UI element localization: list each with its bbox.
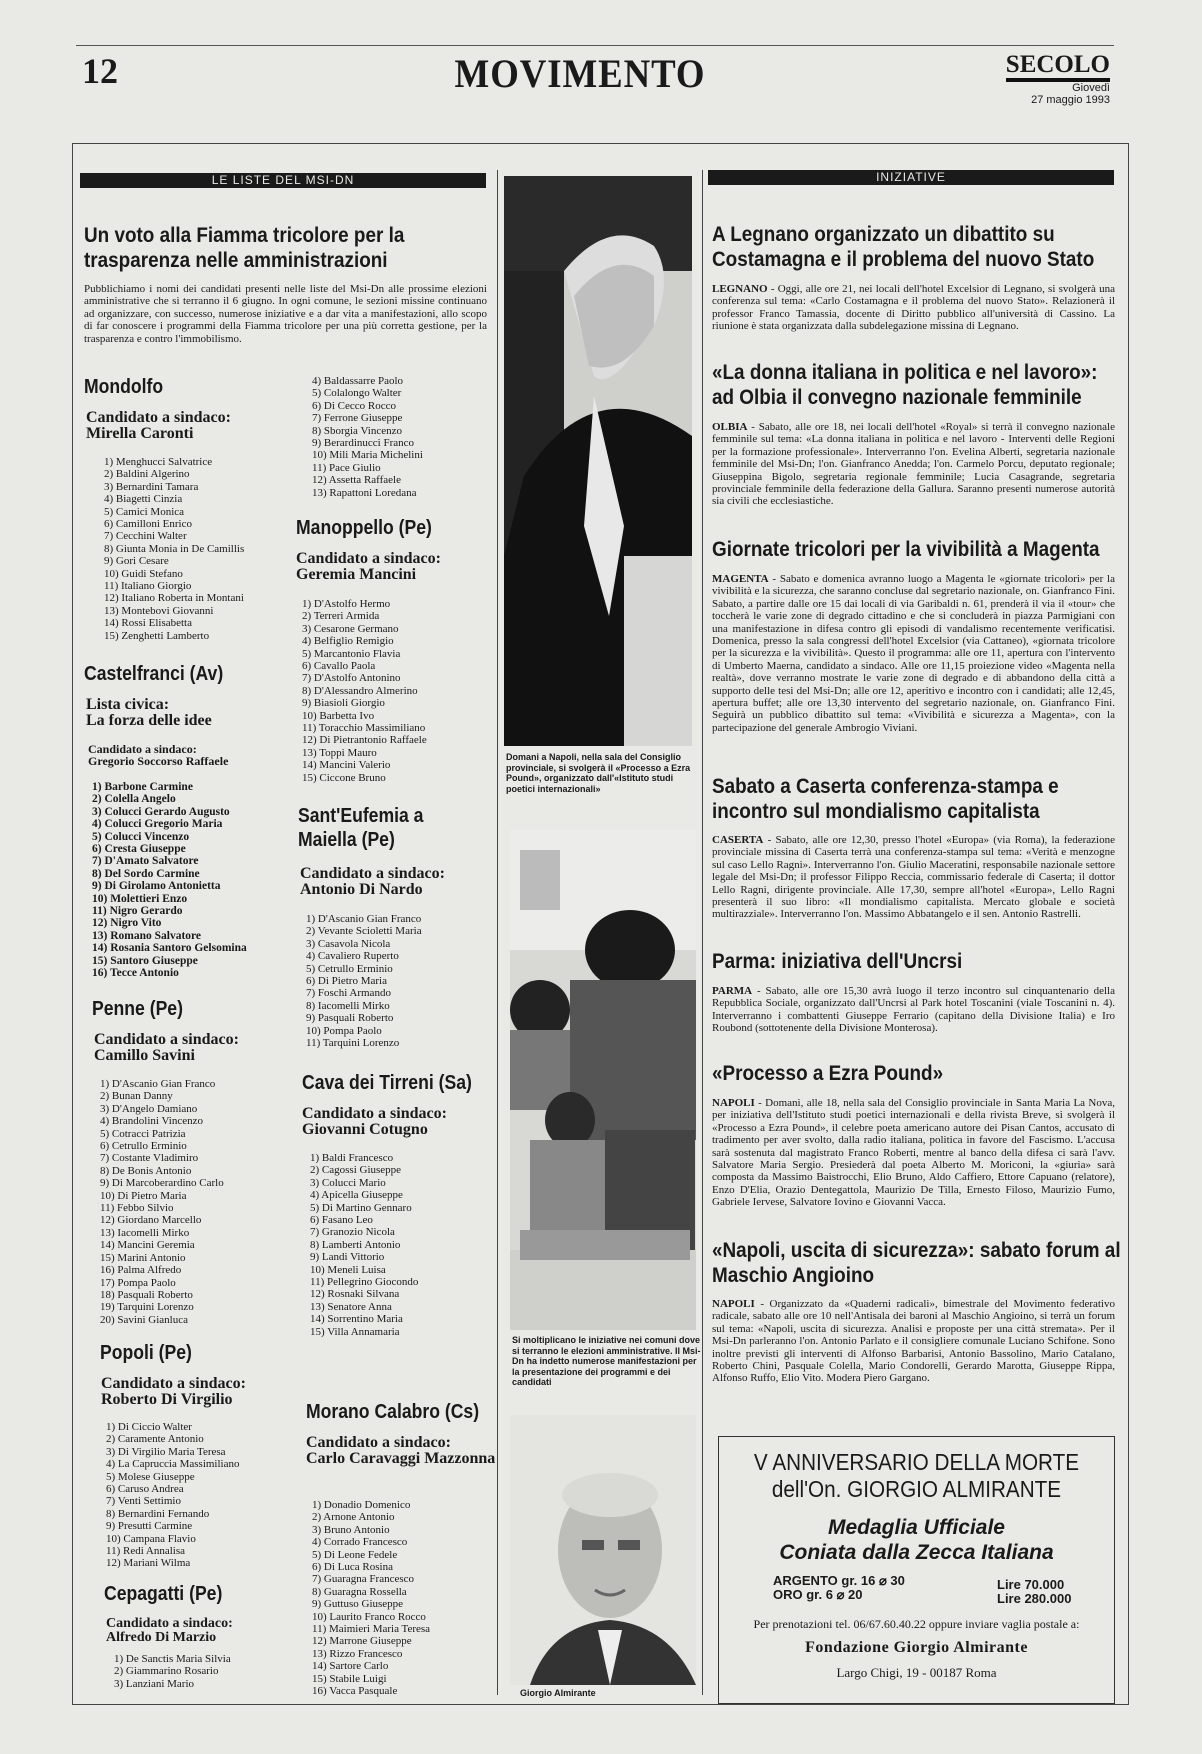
list-item: 11) Febbo Silvio: [100, 1202, 174, 1215]
list-item: 10) Campana Flavio: [106, 1532, 196, 1545]
list-item: 8) Giunta Monia in De Camillis: [104, 542, 245, 555]
article-body: - Sabato e domenica avranno luogo a Magenta le «giornate tricolori» per la vivibilità e la sicurezza, che saranno concluse dal segretario nazionale, on. Gianfranco Fini. Sabato, a partire dalle ore 15 dai locali di via Garibaldi n. 61, prenderà il via il «tour» che toccherà le varie zone di degrado cittadino e che si concluderà in piazza Parmigiani con una manifestazione in difesa contro gli episodi di vandalismo recentemente verificatisi. Domenica, presso la sala congressi dell'hotel Excelsior (via Cattaneo), «giornata tricolore per la sicurezza e la vivibilità». Questo il programma: alle ore 11, apertura con l'intervento di Umberto Maerna, candidato a sindaco. Alle ore 11,15 proiezione video «Magenta nella realtà», dove verranno mostrate le varie zone di degrado e di abbandono della città a supporto delle tesi del Msi-Dn; alle ore 12, aperitivo e incontro con i candidati; alle 12,45, apertura buffet; alle ore 13,30 intervento del segretario nazionale, on. Gianfranco Fini. Seguirà un pubblico dibattito sul tema: «Vivibilità e sicurezza a Magenta», con la partecipazione del generale Ambrogio Viviani.: [712, 573, 1115, 734]
candidate-label: Candidato a sindaco:: [302, 1105, 447, 1122]
list-item: 12) Di Pietrantonio Raffaele: [302, 734, 427, 747]
candidate-label: Candidato a sindaco:: [88, 742, 197, 756]
town-cepagatti: Cepagatti (Pe): [104, 1583, 223, 1605]
headline-liste: Un voto alla Fiamma tricolore per la trasparenza nelle amministrazioni: [84, 224, 405, 272]
town-castelfranci: Castelfranci (Av): [84, 663, 224, 685]
list-item: 8) Bernardini Fernando: [106, 1507, 210, 1520]
candidate-name: Geremia Mancini: [296, 566, 417, 583]
logo-text: SECOLO: [1006, 52, 1110, 82]
list-item: 2) Vevante Scioletti Maria: [306, 925, 422, 938]
list-item: 17) Pompa Paolo: [100, 1276, 176, 1289]
photo-caption-3: Giorgio Almirante: [520, 1688, 596, 1698]
list-item: 18) Pasquali Roberto: [100, 1288, 193, 1301]
list-item: 9) Biasioli Giorgio: [302, 697, 385, 710]
article-body: - Sabato, alle ore 18, nei locali dell'hotel «Royal» si terrà il convegno nazionale femminile sul tema: «La donna italiana in politica e nel lavoro - Interventi delle Regioni per la formazione professionale». Interverranno l'on. Evelina Alberti, segretaria nazionale femminile del Msi-Dn; l'on. Gianfranco Anedda; l'on. Carmelo Porcu, deputato regionale; Giuseppina Bigolo, segretaria regionale femminile; Lucia Casagrande, segretaria provinciale femminile della federazione della Gallura. Saranno presenti numerose autorità sia civili che ecclesiastiche.: [712, 421, 1115, 508]
list-item: 1) D'Ascanio Gian Franco: [306, 913, 422, 925]
dateline: CASERTA: [712, 834, 764, 846]
dateline: OLBIA: [712, 421, 748, 433]
ad-argento: ARGENTO gr. 16 ⌀ 30: [773, 1573, 905, 1588]
candidate-list: [92, 781, 247, 980]
list-item: 11) Tarquini Lorenzo: [306, 1037, 400, 1050]
list-item: 7) Foschi Armando: [306, 987, 391, 1000]
list-item: 14) Sartore Carlo: [312, 1660, 389, 1673]
list-item: 13) Iacomelli Mirko: [100, 1226, 190, 1239]
town-penne: Penne (Pe): [92, 998, 183, 1020]
list-item: 14) Rossi Elisabetta: [104, 617, 192, 630]
lista-label: Lista civica:: [86, 696, 170, 713]
candidate-label: Candidato a sindaco:: [86, 409, 231, 426]
list-item: 5) Molese Giuseppe: [106, 1470, 195, 1483]
list-item: 3) D'Angelo Damiano: [100, 1102, 198, 1115]
list-item: 19) Tarquini Lorenzo: [100, 1301, 194, 1314]
dateline: NAPOLI: [712, 1097, 755, 1109]
article-body: - Domani, alle 18, nella sala del Consiglio provinciale in Santa Maria La Nova, per iniziativa dell'Istituto studi poetici internazionali e della rivista Breve, si svolgerà il «Processo a Ezra Pound», il celebre poeta americano autore dei Pisan Cantos, accusato di tradimento per aver svolto, dalla radio italiana, politica in favore del Fascismo. L'accusa sarà sostenuta dal magistrato Franco Roberti, mentre al banco della difesa ci sarà l'avv. Salvatore Maria Sergio. Presiederà dal poeta Alberto M. Moriconi, la «giuria» sarà composta da Massimo Baistrocchi, Elio Bruno, Aldo Caffiero, Ettore Capuano (relatore), Enzo D'Elia, Orazio Dentegattola, Maurizio De Tilla, Ernesto Filoso, Maurizio Fumo, Gabriele Iervese, Salvatore Iovino e Giovanni Vacca.: [712, 1097, 1115, 1209]
list-item: 13) Rapattoni Loredana: [312, 486, 417, 499]
photo-almirante: [510, 1415, 696, 1685]
article-body: - Sabato, alle ore 12,30, presso l'hotel «Europa» (via Roma), la federazione provinciale missina di Caserta terrà una conferenza-stampa sul tema: «Verità e menzogne sul caso Lello Ragni». Interverranno l'on. Giulio Maceratini, responsabile nazionale settore legale del Msi-Dn; il professor Filippo Reccia, commissario federale di Caserta; il dottor Lello Ragni, dirigente provinciale. Alle 17,30, sempre all'hotel «Europa», Lello Ragni presenterà il suo libro: «Il mondialismo capitalista. Mercato globale e società multirazziale». Interverranno l'on. Massimo Abbatangelo e il sen. Antonio Rastrelli.: [712, 834, 1115, 921]
candidate-list: [310, 1152, 418, 1338]
list-item: 7) Venti Settimio: [106, 1495, 181, 1508]
list-item: 15) Marini Antonio: [100, 1251, 186, 1264]
headline-caserta: Sabato a Caserta conferenza-stampa e incontro sul mondialismo capitalista: [712, 775, 1059, 823]
candidate-name: Antonio Di Nardo: [300, 881, 423, 898]
candidate-label: Candidato a sindaco:: [300, 865, 445, 882]
photo-graphic: [510, 830, 696, 1330]
headline-magenta: Giornate tricolori per la vivibilità a Magenta: [712, 538, 1100, 561]
photo-caption-2: Si moltiplicano le iniziative nei comuni dove si terranno le elezioni amministrative. Il Msi-Dn ha indetto numerose manifestazioni per la presentazione dei programmi e dei candidati: [512, 1335, 701, 1387]
list-item: 5) Cotracci Patrizia: [100, 1127, 186, 1140]
list-item: 13) Senatore Anna: [310, 1300, 392, 1313]
photo-meeting: [510, 830, 696, 1330]
list-item: 3) Colucci Mario: [310, 1176, 386, 1189]
ad-oro: ORO gr. 6 ⌀ 20: [773, 1587, 863, 1602]
list-item: 4) Brandolini Vincenzo: [100, 1115, 204, 1128]
list-item: 7) D'Amato Salvatore: [92, 855, 199, 868]
candidate-label: Candidato a sindaco:: [106, 1616, 233, 1631]
list-item: 1) De Sanctis Maria Silvia: [114, 1653, 231, 1665]
list-item: 9) Berardinucci Franco: [312, 437, 415, 450]
candidate-label: Candidato a sindaco:: [306, 1434, 451, 1451]
list-item: 8) Iacomelli Mirko: [306, 999, 390, 1012]
candidate-name: Mirella Caronti: [86, 425, 194, 442]
dateline: LEGNANO: [712, 283, 768, 295]
article-napoli: [712, 1298, 1115, 1404]
list-item: 8) D'Alessandro Almerino: [302, 684, 418, 697]
list-item: 10) Molettieri Enzo: [92, 892, 188, 905]
headline-parma: Parma: iniziativa dell'Uncrsi: [712, 950, 963, 973]
candidate-list: [114, 1653, 231, 1690]
list-item: 15) Stabile Luigi: [312, 1672, 387, 1685]
list-item: 12) Rosnaki Silvana: [310, 1288, 400, 1301]
dateline: MAGENTA: [712, 573, 769, 585]
list-item: 11) Pace Giulio: [312, 461, 381, 474]
list-item: 10) Di Pietro Maria: [100, 1189, 187, 1202]
candidate-name: Carlo Caravaggi Mazzonna: [306, 1450, 496, 1467]
list-item: 11) Pellegrino Giocondo: [310, 1276, 419, 1289]
list-item: 7) Granozio Nicola: [310, 1226, 395, 1239]
candidate-name: Gregorio Soccorso Raffaele: [88, 754, 229, 768]
list-item: 6) Caruso Andrea: [106, 1483, 184, 1496]
town-morano: Morano Calabro (Cs): [306, 1401, 480, 1423]
candidate-list: [312, 1499, 430, 1698]
list-item: 3) Lanziani Mario: [114, 1677, 195, 1690]
list-item: 9) Presutti Carmine: [106, 1520, 193, 1533]
list-item: 12) Marrone Giuseppe: [312, 1635, 412, 1648]
candidate-list-continued: [312, 375, 423, 499]
list-item: 10) Barbetta Ivo: [302, 709, 375, 722]
list-item: 16) Tecce Antonio: [92, 967, 179, 980]
list-item: 2) Caramente Antonio: [106, 1433, 204, 1446]
list-item: 4) Belfiglio Remigio: [302, 635, 394, 648]
article-magenta: [712, 573, 1115, 763]
list-item: 7) Cecchini Walter: [104, 530, 187, 543]
section-title: MOVIMENTO: [454, 51, 706, 96]
list-item: 11) Redi Annalisa: [106, 1545, 186, 1558]
article-body: - Oggi, alle ore 21, nei locali dell'hotel Excelsior di Legnano, si svolgerà una conferenza sul tema: «Carlo Costamagna e il problema del nuovo Stato». Relazionerà il professor Franco Tamassia, docente di Diritto pubblico all'università di Cassino. La riunione è stata organizzata dalla subdelegazione missina di Legnano.: [712, 283, 1115, 333]
list-item: 4) Biagetti Cinzia: [104, 493, 183, 506]
headline-legnano: A Legnano organizzato un dibattito su Costamagna e il problema del nuovo Stato: [712, 223, 1095, 271]
headline-napoli: «Napoli, uscita di sicurezza»: sabato forum al Maschio Angioino: [712, 1239, 1121, 1287]
list-item: 20) Savini Gianluca: [100, 1313, 188, 1326]
list-item: 2) Cagossi Giuseppe: [310, 1164, 402, 1177]
list-item: 9) Di Marcoberardino Carlo: [100, 1177, 224, 1190]
list-item: 9) Pasquali Roberto: [306, 1012, 394, 1025]
list-item: 6) Cresta Giuseppe: [92, 843, 186, 856]
article-caserta: [712, 834, 1115, 937]
list-item: 14) Rosania Santoro Gelsomina: [92, 942, 247, 955]
list-item: 12) Mariani Wilma: [106, 1557, 191, 1570]
list-item: 13) Montebovi Giovanni: [104, 604, 214, 617]
header-rule: [76, 45, 1114, 46]
ad-address: Largo Chigi, 19 - 00187 Roma: [836, 1665, 997, 1680]
list-item: 1) D'Astolfo Hermo: [302, 598, 391, 610]
candidate-list: [306, 913, 422, 1049]
list-item: 12) Italiano Roberta in Montani: [104, 592, 244, 605]
page-number: 12: [82, 51, 118, 91]
list-item: 8) Lamberti Antonio: [310, 1238, 401, 1251]
ad-title-line2: dell'On. GIORGIO ALMIRANTE: [771, 1476, 1062, 1502]
ad-foundation: Fondazione Giorgio Almirante: [805, 1639, 1028, 1656]
town-manoppello: Manoppello (Pe): [296, 517, 432, 539]
list-item: 6) Fasano Leo: [310, 1214, 373, 1227]
ad-price-argento: Lire 70.000: [997, 1577, 1065, 1592]
ad-title-line1: V ANNIVERSARIO DELLA MORTE: [753, 1449, 1080, 1475]
list-item: 1) Di Ciccio Walter: [106, 1421, 192, 1433]
list-item: 8) Del Sordo Carmine: [92, 867, 200, 880]
list-item: 11) Toracchio Massimiliano: [302, 722, 426, 735]
ad-medal: Medaglia Ufficiale: [827, 1516, 1005, 1539]
list-item: 3) Di Virgilio Maria Teresa: [106, 1445, 226, 1458]
list-item: 13) Romano Salvatore: [92, 929, 202, 942]
list-item: 1) Menghucci Salvatrice: [104, 456, 213, 468]
list-item: 2) Giammarino Rosario: [114, 1665, 219, 1678]
list-item: 2) Terreri Armida: [302, 610, 380, 623]
list-item: 8) Guaragna Rossella: [312, 1585, 407, 1598]
list-item: 6) Camilloni Enrico: [104, 518, 192, 531]
list-item: 11) Italiano Giorgio: [104, 580, 192, 593]
candidate-name: Roberto Di Virgilio: [101, 1391, 233, 1408]
list-item: 4) Apicella Giuseppe: [310, 1189, 403, 1202]
list-item: 1) Barbone Carmine: [92, 781, 193, 793]
list-item: 12) Nigro Vito: [92, 917, 162, 930]
list-item: 16) Vacca Pasquale: [312, 1685, 398, 1698]
article-olbia: [712, 421, 1115, 524]
dateline: NAPOLI: [712, 1298, 755, 1310]
list-item: 5) Di Martino Gennaro: [310, 1201, 412, 1214]
list-item: 9) Gori Cesare: [104, 555, 169, 568]
list-item: 12) Assetta Raffaele: [312, 474, 401, 487]
list-item: 10) Laurito Franco Rocco: [312, 1610, 426, 1623]
list-item: 4) Baldassarre Paolo: [312, 375, 404, 387]
ad-booking: Per prenotazioni tel. 06/67.60.40.22 oppure inviare vaglia postale a:: [753, 1617, 1080, 1631]
list-item: 4) Colucci Gregorio Maria: [92, 818, 223, 831]
list-item: 5) Marcantonio Flavia: [302, 647, 401, 660]
section-label-liste: LE LISTE DEL MSI-DN: [80, 173, 486, 188]
list-item: 5) Cetrullo Erminio: [306, 962, 393, 975]
list-item: 9) Landi Vittorio: [310, 1251, 385, 1264]
article-parma: [712, 985, 1115, 1047]
candidate-name: Giovanni Cotugno: [302, 1121, 428, 1138]
town-santeufemia: Sant'Eufemia a Maiella (Pe): [298, 805, 424, 851]
list-item: 4) La Capruccia Massimiliano: [106, 1458, 240, 1471]
advertisement-medal: [718, 1436, 1115, 1704]
list-item: 7) Costante Vladimiro: [100, 1152, 199, 1165]
list-item: 9) Di Girolamo Antonietta: [92, 880, 221, 893]
list-item: 10) Pompa Paolo: [306, 1024, 382, 1037]
column-rule: [702, 170, 703, 1695]
issue-date: 27 maggio 1993: [1031, 94, 1110, 106]
town-cava: Cava dei Tirreni (Sa): [302, 1072, 472, 1094]
list-item: 10) Meneli Luisa: [310, 1263, 386, 1276]
headline-pound: «Processo a Ezra Pound»: [712, 1062, 944, 1085]
candidate-label: Candidato a sindaco:: [94, 1031, 239, 1048]
section-label-iniziative: INIZIATIVE: [708, 170, 1114, 185]
list-item: 4) Corrado Francesco: [312, 1536, 408, 1549]
candidate-label: Candidato a sindaco:: [101, 1375, 246, 1392]
candidate-list: [104, 456, 244, 642]
list-item: 15) Ciccone Bruno: [302, 771, 386, 784]
photo-caption-1: Domani a Napoli, nella sala del Consiglio provinciale, si svolgerà il «Processo a Ezra Pound», organizzato dall'«Istituto studi poetici internazionali»: [506, 752, 691, 794]
list-item: 8) Sborgia Vincenzo: [312, 424, 402, 437]
list-item: 3) Casavola Nicola: [306, 937, 391, 950]
list-item: 14) Mancini Geremia: [100, 1239, 195, 1252]
list-item: 5) Di Leone Fedele: [312, 1548, 398, 1561]
list-item: 10) Guidi Stefano: [104, 567, 183, 580]
list-item: 16) Palma Alfredo: [100, 1264, 182, 1277]
dateline: PARMA: [712, 985, 753, 997]
list-item: 6) Di Luca Rosina: [312, 1561, 393, 1574]
list-item: 2) Arnone Antonio: [312, 1511, 395, 1524]
list-item: 2) Colella Angelo: [92, 793, 176, 806]
article-legnano: [712, 283, 1115, 349]
list-item: 1) Baldi Francesco: [310, 1152, 394, 1164]
list-item: 14) Sorrentino Maria: [310, 1313, 403, 1326]
photo-graphic: [504, 176, 692, 746]
list-item: 5) Colucci Vincenzo: [92, 830, 190, 843]
list-item: 11) Maimieri Maria Teresa: [312, 1623, 431, 1636]
candidate-list: [106, 1421, 240, 1570]
list-item: 7) Guaragna Francesco: [312, 1573, 415, 1586]
list-item: 5) Camici Monica: [104, 505, 185, 518]
photo-ezra-pound: [504, 176, 692, 746]
list-item: 3) Bernardini Tamara: [104, 480, 199, 493]
photo-graphic: [510, 1415, 696, 1685]
list-item: 1) Donadio Domenico: [312, 1499, 411, 1511]
issue-day: Giovedì: [1072, 82, 1110, 94]
list-item: 11) Nigro Gerardo: [92, 905, 183, 918]
list-item: 2) Baldini Algerino: [104, 468, 190, 481]
list-item: 10) Mili Maria Michelini: [312, 449, 423, 462]
list-item: 9) Guttuso Giuseppe: [312, 1598, 404, 1611]
list-item: 3) Bruno Antonio: [312, 1523, 390, 1536]
town-popoli: Popoli (Pe): [100, 1342, 192, 1364]
article-body: - Organizzato da «Quaderni radicali», bimestrale del Movimento federativo radicale, sabato alle ore 10 nell'Antisala dei baroni al Maschio Angioino, si terrà un forum sul tema: «Napoli, uscita di sicurezza. Analisi e proposte per una città stremata». Per il Msi-Dn parleranno l'on. Antonio Parlato e il consigliere comunale Luciano Schifone. Sono inoltre previsti gli interventi di Alfonso Barbarisi, Antonio Bassolino, Mario Catalano, Roberto Chini, Pasquale Colella, Mario Condorelli, Gerardo Marotta, Giuseppe Rippa, Alfonso Ruffo, Elio Vito. Modera Piero Gargano.: [712, 1298, 1115, 1385]
lista-name: La forza delle idee: [86, 712, 212, 729]
list-item: 1) D'Ascanio Gian Franco: [100, 1078, 216, 1090]
list-item: 12) Giordano Marcello: [100, 1214, 202, 1227]
intro-text: Pubblichiamo i nomi dei candidati presenti nelle liste del Msi-Dn alle prossime elezioni amministrative che si terranno il 6 giugno. In ogni comune, le sezioni missine continuano ad organizzare, con successo, numerose iniziative e a dar vita a manifestazioni, allo scopo di far conoscere i programmi della Fiamma tricolore per una più corretta gestione, per la trasparenza e contro l'immobilismo.: [84, 283, 487, 345]
town-mondolfo: Mondolfo: [84, 376, 164, 398]
list-item: 13) Toppi Mauro: [302, 746, 377, 759]
candidate-name: Alfredo Di Marzio: [106, 1630, 217, 1645]
list-item: 4) Cavaliero Ruperto: [306, 950, 399, 963]
list-item: 7) D'Astolfo Antonino: [302, 672, 401, 685]
candidate-label: Candidato a sindaco:: [296, 550, 441, 567]
list-item: 6) Di Pietro Maria: [306, 975, 387, 988]
list-item: 15) Villa Annamaria: [310, 1325, 400, 1338]
list-item: 8) De Bonis Antonio: [100, 1164, 192, 1177]
list-item: 15) Zenghetti Lamberto: [104, 629, 210, 642]
list-item: 3) Cesarone Germano: [302, 622, 399, 635]
list-item: 15) Santoro Giuseppe: [92, 954, 198, 967]
candidate-list: [302, 598, 427, 784]
candidate-list: [100, 1078, 224, 1326]
list-item: 6) Cavallo Paola: [302, 660, 376, 673]
list-item: 6) Cetrullo Erminio: [100, 1140, 187, 1153]
headline-olbia: «La donna italiana in politica e nel lavoro»: ad Olbia il convegno nazionale femminile: [712, 361, 1098, 409]
column-rule: [497, 170, 498, 1695]
ad-price-oro: Lire 280.000: [997, 1591, 1072, 1606]
article-body: - Sabato, alle ore 15,30 avrà luogo il terzo incontro sul cinquantenario della Repubblica Sociale, organizzato dall'Uncrsi al Park hotel Toscanini (viale Toscanini n. 4). Interverranno i combattenti Giuseppe Ferrario (capitano della Divisione Italia) e Iro Roubond (sottotenente della Divisione Monterosa).: [712, 985, 1115, 1035]
list-item: 6) Di Cecco Rocco: [312, 399, 396, 412]
ad-mint: Coniata dalla Zecca Italiana: [779, 1541, 1054, 1564]
list-item: 7) Ferrone Giuseppe: [312, 412, 403, 425]
list-item: 14) Mancini Valerio: [302, 759, 391, 772]
list-item: 3) Colucci Gerardo Augusto: [92, 805, 230, 818]
candidate-name: Camillo Savini: [94, 1047, 195, 1064]
list-item: 2) Bunan Danny: [100, 1090, 173, 1103]
masthead-logo: [1006, 52, 1110, 106]
article-pound: [712, 1097, 1115, 1225]
list-item: 5) Colalongo Walter: [312, 387, 402, 400]
list-item: 13) Rizzo Francesco: [312, 1647, 403, 1660]
